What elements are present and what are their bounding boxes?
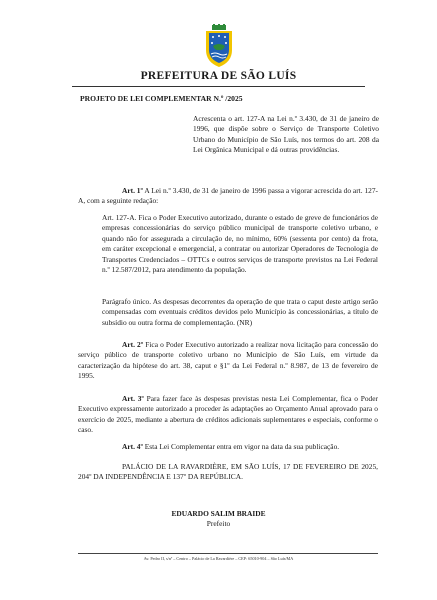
footer-address: Av. Pedro II, s/nº – Centro – Palácio de La Ravardière – CEP: 65010-904 – São Luís/MA: [143, 556, 294, 561]
header-divider: [72, 86, 365, 87]
closing-statement: PALÁCIO DE LA RAVARDIÈRE, EM SÃO LUÍS, 17 DE FEVEREIRO DE 2025, 204º DA INDEPENDÊNCIA E 137º DA REPÚBLICA.: [78, 462, 378, 482]
signature-role: Prefeito: [206, 519, 231, 528]
article-2-text: Fica o Poder Executivo autorizado a realizar nova licitação para concessão do serviço público de transporte coletivo urbano no Município de São Luís, em virtude da caracterização da hipótese do art. 38, caput e §1º da Lei Federal n.º 8.987, de 13 de fevereiro de 1995.: [78, 340, 378, 381]
article-127a: Art. 127-A. Fica o Poder Executivo autorizado, durante o estado de greve de funcionários de empresas concessionárias do serviço público municipal de transporte coletivo urbano, e quando não for assegurada a circulação de, no mínimo, 60% (sessenta por cento) da frota, em caráter excepcional e emergencial, a contratar ou autorizar Operadores de Tecnologia de Transportes Credenciados – OTTCs e outros serviços de transporte previstos na Lei Federal n.º 12.587/2012, para atendimento da população.: [102, 213, 378, 275]
article-1-label: Art. 1º: [122, 186, 143, 195]
article-3-text: Para fazer face às despesas previstas nesta Lei Complementar, fica o Poder Executivo expressamente autorizado a proceder às adaptações ao Orçamento Anual aprovado para o exercício de 2025, mediante a abertura de créditos adicionais suplementares e especiais, conforme o caso.: [78, 394, 378, 435]
header-title: PREFEITURA DE SÃO LUÍS: [140, 70, 297, 82]
article-1-text: A Lei n.º 3.430, de 31 de janeiro de 1996 passa a vigorar acrescida do art. 127-A, com a seguinte redação:: [78, 186, 378, 206]
article-3-label: Art. 3º: [122, 394, 144, 403]
article-4: [78, 442, 378, 452]
ementa: Acrescenta o art. 127-A na Lei n.º 3.430, de 31 de janeiro de 1996, que dispõe sobre o Serviço de Transporte Coletivo Urbano do Município de São Luís, nos termos do art. 208 da Lei Orgânica Municipal e dá outras providências.: [193, 114, 379, 155]
document-title: PROJETO DE LEI COMPLEMENTAR N.º /2025: [80, 94, 243, 103]
article-2-label: Art. 2º: [122, 340, 144, 349]
footer-divider: [78, 553, 378, 554]
article-3: [78, 394, 378, 436]
signature-name: EDUARDO SALIM BRAIDE: [171, 509, 266, 518]
paragrafo-unico: Parágrafo único. As despesas decorrentes da operação de que trata o caput deste artigo serão compensadas com eventuais créditos devidos pelo Município às concessionárias, a título de subsídio ou outra forma de complementação. (NR): [102, 297, 378, 327]
coat-of-arms-icon: [203, 24, 235, 68]
article-4-label: Art. 4º: [122, 442, 143, 451]
article-4-text: Esta Lei Complementar entra em vigor na data da sua publicação.: [142, 442, 340, 451]
article-2: [78, 340, 378, 382]
article-1: [78, 186, 378, 207]
